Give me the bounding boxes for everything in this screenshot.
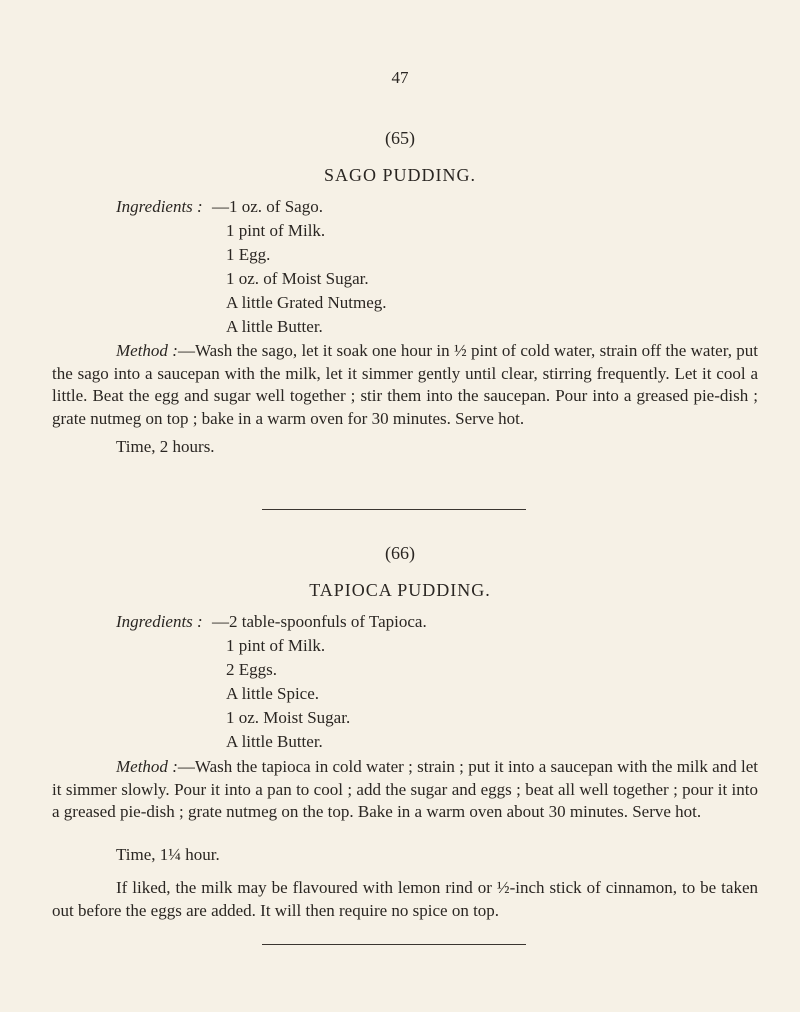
method-text: —Wash the tapioca in cold water ; strain ; put it into a saucepan with the milk and let it simmer slowly. Pour it into a pan to cool ; add the sugar and eggs ; beat all well together ; pour it into a greased pie-dish ; grate nutmeg on the top. Bake in a warm oven about 30 minutes. Serve hot. [52,757,759,821]
ingredient-item: A little Grated Nutmeg. [226,293,387,312]
time-line: Time, 2 hours. [116,437,215,456]
ingredient-item: 1 oz. Moist Sugar. [226,708,351,727]
ingredient-item: A little Spice. [226,684,320,703]
ingredient-item: 2 Eggs. [226,660,277,679]
ingredients-label: Ingredients : [116,612,203,631]
method-label: Method : [116,757,178,776]
recipe-number: (65) [385,128,415,148]
method-paragraph [52,340,758,430]
ingredient-item: 1 Egg. [226,245,271,264]
flavouring-note: If liked, the milk may be flavoured with lemon rind or ½-inch stick of cinnamon, to be taken out before the eggs are added. It will then require no spice on top. [52,878,758,920]
ingredient-item: 1 oz. of Moist Sugar. [226,269,369,288]
ingredient-item: 1 pint of Milk. [226,636,326,655]
recipe-number: (66) [385,543,415,563]
ingredient-item: A little Butter. [226,317,323,336]
ingredients-label: Ingredients : [116,197,203,216]
ingredient-item: 1 pint of Milk. [226,221,326,240]
section-divider [262,509,526,510]
page-number: 47 [391,68,409,87]
ingredient-item: —1 oz. of Sago. [212,197,323,216]
ingredient-item: A little Butter. [226,732,323,751]
method-label: Method : [116,341,178,360]
method-paragraph [52,756,758,824]
time-line: Time, 1¼ hour. [116,845,220,864]
recipe-title: SAGO PUDDING. [323,165,476,185]
method-text: —Wash the sago, let it soak one hour in ½ pint of cold water, strain off the water, put the sago into a saucepan with the milk, let it simmer gently until clear, stirring frequently. Let it cool a little. Beat the egg and sugar well together ; stir them into the saucepan. Pour into a greased pie-dish ; grate nutmeg on top ; bake in a warm oven for 30 minutes. Serve hot. [52,341,759,428]
recipe-title: TAPIOCA PUDDING. [309,580,491,600]
ingredient-item: —2 table-spoonfuls of Tapioca. [212,612,427,631]
section-divider [262,944,526,945]
